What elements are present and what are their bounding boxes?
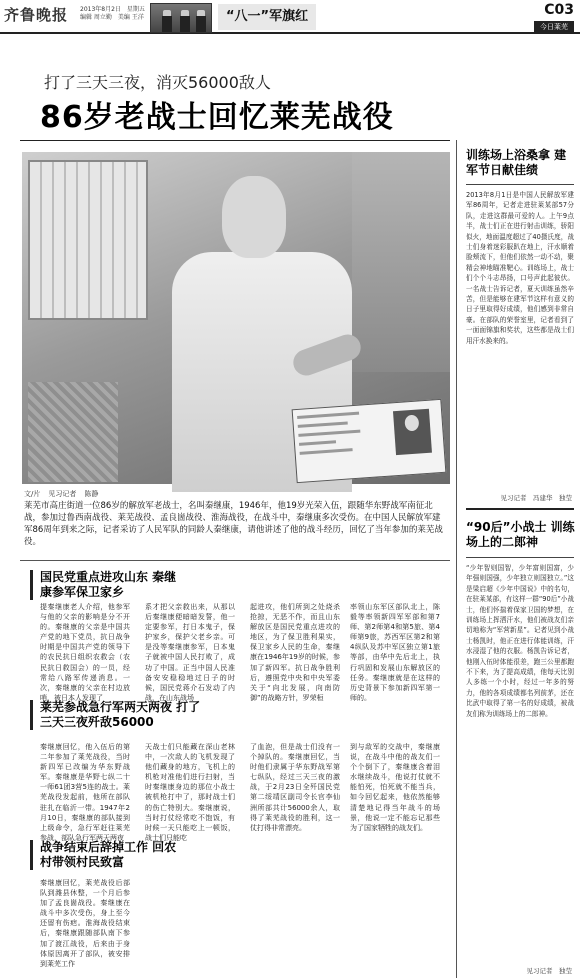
subhead-bar [30, 840, 33, 870]
soldier-figure-icon [180, 16, 190, 32]
sidebar-title-rule [466, 184, 574, 185]
doorway-graphic [352, 152, 450, 372]
body-column: 提秦继康老人介绍，他参军与他的父亲的影响是分不开的。秦继康的父亲是中国共产党的地下党员，抗日战争时期是中国共产党的领导下的农民抗日组织农救会（农民抗日救国会）的一员，经常给八路军传递消息。一次，秦继康的父亲在村边放哨，被日本人发现了 [40, 603, 130, 702]
body-column: 天战士们只能藏在深山老林中，一次敌人的飞机发现了他们藏身的地方，飞机上的机枪对准他们进行扫射，当时秦继康身边的那位小战士被机枪打中了，那时战士们的伤亡特别大。秦继康说，当时打仗经常吃不饱饭，有时候一天只能吃上一顿饭，战士们只能吃 [145, 743, 235, 842]
subhead-2: 莱芜参战急行军两天两夜 打了三天三夜歼敌56000 [40, 700, 201, 729]
soldier-figure-icon [162, 16, 172, 32]
photo-caption: 莱芜市高庄街道一位86岁的解放军老战士，名叫秦继康，1946年，他19岁光荣入伍，跟随华东野战军南征北战，参加过鲁西南战役、莱芜战役、孟良崮战役、淮海战役，在战斗中，秦继康多次受伤。在中国人民解放军建军86周年到来之际，记者采访了人民军队的同龄人秦继康，请他讲述了他的战斗经历，回忆了当年参加的莱芜战役。 [24, 501, 443, 547]
page-label: 今日莱芜 [534, 21, 574, 33]
issue-date: 2013年8月2日 [80, 6, 121, 13]
sidebar-article-title: 训练场上浴桑拿 建军节日献佳绩 [466, 148, 567, 177]
window-graphic [28, 160, 148, 320]
photo-credit: 文/片 见习记者 陈静 [24, 490, 99, 498]
article-kicker: 打了三天三夜，消灭56000敌人 [44, 73, 271, 92]
section-title: “八一”军旗红 [218, 4, 316, 30]
body-column: 到与敌军的交战中，秦继康说，在战斗中他的战友们一个个倒下了，秦继康含着泪水继续战斗，他说打仗就不能怕死，怕死就不能当兵，如今回忆起来，他依然能够清楚地记得当年战斗的场景，他说一定不能忘记那些为了国家牺牲的战友们。 [350, 743, 440, 832]
certificate-portrait [393, 409, 432, 455]
subhead-bar [30, 700, 33, 730]
veteran-head [222, 176, 286, 258]
body-column: 了血泡，但是战士们没有一个掉队的。秦继康回忆，当时他们隶属于华东野战军第七纵队，经过三天三夜的激战，于2月23日全歼国民党第二绥靖区副司令长官李仙洲所部共计56000余人，取得了莱芜战役的胜利，这一仗打得非常漂亮。 [250, 743, 340, 832]
issue-weekday: 星期五 [126, 6, 145, 13]
subhead-bar [30, 570, 33, 600]
issue-meta [80, 6, 151, 22]
sidebar-article-title: “90后”小战士 训练场上的二郎神 [466, 520, 575, 549]
body-column: 秦继康回忆，莱芜战役后部队到潍县休整，一个月后参加了孟良崮战役。秦继康在战斗中多次受伤，身上至今还留有伤疤。淮海战役结束后，秦继康跟随部队南下参加了渡江战役，后来由于身体原因离开了部队，被安排到莱芜工作 [40, 879, 130, 968]
designer-credit: 美编 王洋 [117, 14, 144, 21]
sidebar-separator [466, 508, 574, 510]
veteran-photo [22, 152, 450, 484]
sidebar-divider [456, 140, 457, 978]
body-column: 秦继康回忆，他入伍后的第二年参加了莱芜战役，当时新四军已改编为华东野战军。秦继康是华野七纵二十一师61团3营5连的战士。莱芜战役发起前，他所在部队驻扎在临沂一带。1947年2月10日，秦继康的部队接到上级命令，急行军赶往莱芜参战，部队急行军两天两夜 [40, 743, 130, 842]
body-column: 起进攻，他们所到之处烧杀抢掠，无恶不作，而且山东解放区是国民党重点进攻的地区，为了保卫胜利果实，保卫家乡人民的生命，秦继康在1946年19岁的时候，参加了新四军。抗日战争胜利后，遵照党中央和中央军委关于“向北发展，向南防御”的战略方针，罗荣桓 [250, 603, 340, 702]
sidebar-title-rule [466, 557, 574, 558]
sidebar-byline: 见习记者 独莹 [526, 967, 572, 975]
service-certificate [292, 399, 447, 483]
chair-graphic [28, 382, 118, 482]
headline-divider [20, 140, 450, 141]
body-column: 系才把父亲救出来，从那以后秦继康便暗暗发誓，他一定要参军，打日本鬼子，保护家乡，保护父老乡亲。可是没等秦继康参军，日本鬼子就被中国人民打败了，成功了中国。正当中国人民准备安安稳稳地过日子的时候，国民党蒋介石发动了内战，在山东战场 [145, 603, 235, 702]
article-headline: 86岁老战士回忆莱芜战役 [40, 100, 394, 135]
masthead [0, 0, 580, 34]
editor-credit: 编辑 周立勤 [80, 14, 112, 21]
sidebar-article-body: “少年智则国智，少年富则国富，少年强则国强，少年独立则国独立。”这是梁启超《少年中国说》中的名句，在驻莱某部，有这样一群“90后”小战士，他们怀揣着保家卫国的梦想，在训练场上挥洒汗水，他们被战友们亲切地称为“军营新星”。记者见到小战士杨凯时，他正在进行体能训练，汗水浸湿了他的衣服。杨凯告诉记者，他刚入伍时体能很差，跑三公里都跑不下来，为了提高成绩，他每天比别人多练一个小时，经过一年多的努力，他的各项成绩都名列前茅，还在比武中取得了第一名的好成绩，被战友们称为训练场上的二郎神。 [466, 564, 574, 718]
body-column: 率领山东军区部队北上，陈毅等率领新四军军部和第7师、第2师第4和第5旅、第4师第9旅，苏西军区第2和第4纵队及苏中军区独立第1旅等部，由华中先后北上，执行巩固和发展山东解放区的任务。秦继康就是在这样的历史背景下参加新四军第一师的。 [350, 603, 440, 702]
sidebar-byline: 见习记者 冯建华 独莹 [500, 494, 572, 502]
sidebar-article-body: 2013年8月1日是中国人民解放军建军86周年，记者走进驻莱某部57分队，走进这群最可爱的人。上午9点半，战士们正在进行射击训练，骄阳似火，地面温度超过了40摄氏度，战士们身着迷彩服趴在地上，汗水顺着脸颊流下，但他们依然一动不动，聚精会神地瞄准靶心。训练场上，战士们个个斗志昂扬，口号声此起彼伏。一名战士告诉记者，夏天训练虽然辛苦，但是能够在建军节这样有意义的日子里取得好成绩，他们感到非常自豪。在部队的荣誉室里，记者看到了一面面锦旗和奖状，这些都是战士们用汗水换来的。 [466, 191, 574, 345]
caption-divider [20, 560, 450, 561]
newspaper-name: 齐鲁晚报 [4, 6, 69, 24]
subhead-3: 战争结束后辞掉工作 回农村带领村民致富 [40, 840, 177, 869]
soldier-figure-icon [196, 16, 206, 32]
subhead-1: 国民党重点进攻山东 秦继康参军保卫家乡 [40, 570, 177, 599]
page-code: C03 [544, 2, 574, 18]
soldiers-banner-image [150, 3, 212, 33]
